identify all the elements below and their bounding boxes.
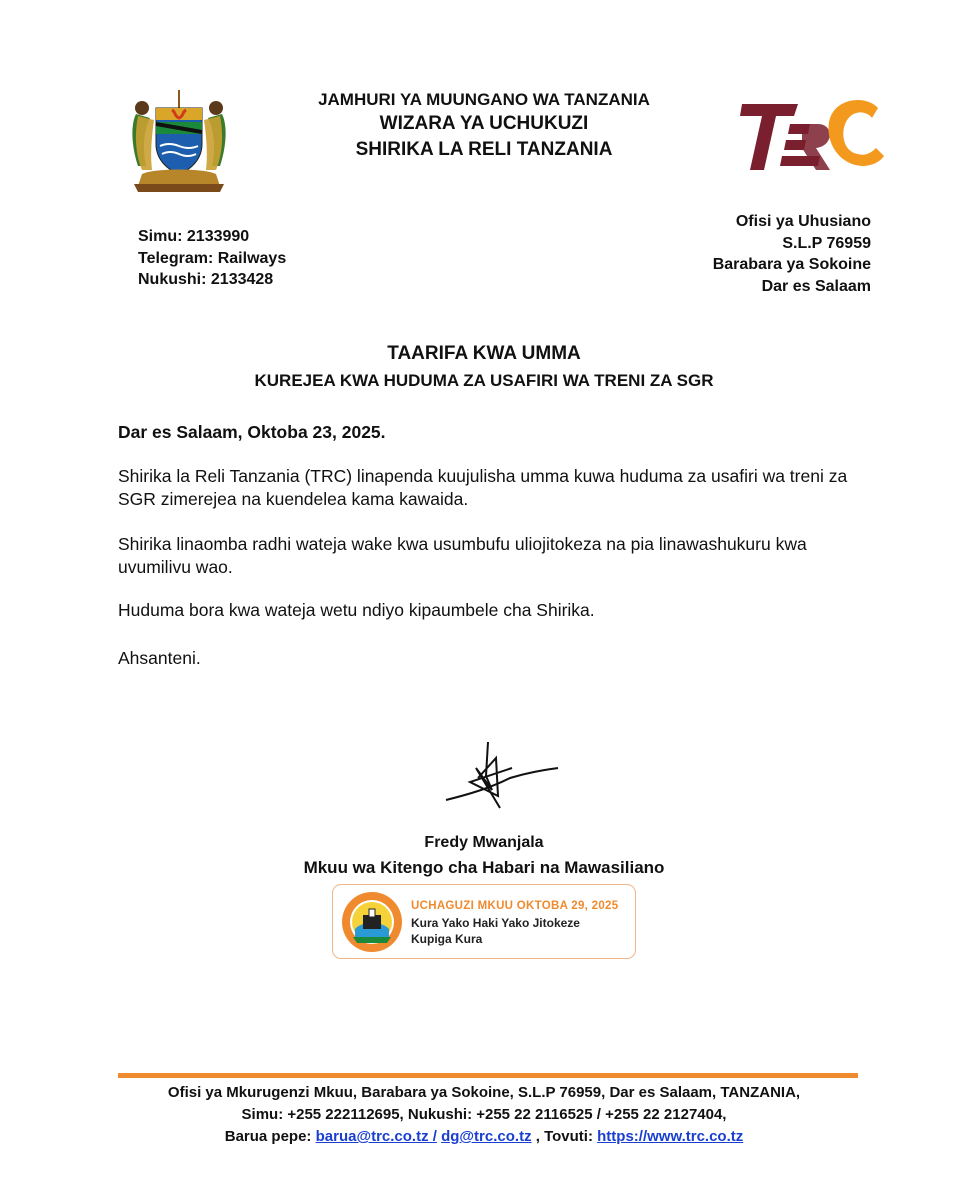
contact-telegram: Telegram: Railways (138, 249, 287, 267)
notice-closing: Ahsanteni. (118, 648, 201, 668)
notice-paragraph: Shirika la Reli Tanzania (TRC) linapenda kuujulisha umma kuwa huduma za usafiri wa treni za SGR zimerejea na kuendelea kama kawaida. (118, 466, 848, 509)
notice-date: Dar es Salaam, Oktoba 23, 2025. (118, 422, 386, 442)
footer-address: Ofisi ya Mkurugenzi Mkuu, Barabara ya Sokoine, S.L.P 76959, Dar es Salaam, TANZANIA, (167, 1084, 801, 1101)
website-link[interactable]: https://www.trc.co.tz (597, 1128, 744, 1145)
banner-title: UCHAGUZI MKUU OKTOBA 29, 2025 (411, 900, 619, 912)
contact-phone: Simu: 2133990 (138, 228, 250, 245)
election-commission-seal-icon (341, 891, 403, 953)
footer-web-label: , Tovuti: (535, 1128, 593, 1145)
footer-email-label: Barua pepe: (224, 1128, 312, 1145)
header-organization: SHIRIKA LA RELI TANZANIA (355, 139, 613, 160)
notice-title: TAARIFA KWA UMMA (387, 343, 581, 364)
header-ministry: WIZARA YA UCHUKUZI (379, 113, 589, 134)
address-po-box: S.L.P 76959 (782, 234, 871, 252)
address-city: Dar es Salaam (761, 277, 871, 295)
email-link-dg[interactable]: dg@trc.co.tz (441, 1128, 532, 1145)
signatory-name: Fredy Mwanjala (424, 834, 544, 851)
notice-subtitle: KUREJEA KWA HUDUMA ZA USAFIRI WA TRENI ZA SGR (254, 371, 714, 390)
contact-block (138, 226, 286, 291)
signature-image (440, 738, 565, 810)
address-block (713, 211, 871, 297)
email-link-barua[interactable]: barua@trc.co.tz / (315, 1128, 437, 1145)
notice-paragraph: Huduma bora kwa wateja wetu ndiyo kipaumbele cha Shirika. (118, 600, 595, 620)
contact-fax: Nukushi: 2133428 (138, 271, 274, 288)
footer-contacts (0, 1126, 968, 1148)
trc-logo-text: TRC (738, 90, 741, 91)
notice-paragraph: Shirika linaomba radhi wateja wake kwa usumbufu uliojitokeza na pia linawashukuru kwa uvumilivu wao. (118, 534, 807, 577)
banner-slogan-2: Kupiga Kura (411, 932, 483, 946)
footer-divider (118, 1073, 858, 1078)
address-street: Barabara ya Sokoine (712, 256, 871, 273)
address-office: Ofisi ya Uhusiano (735, 213, 871, 230)
election-banner (332, 884, 636, 959)
header-republic: JAMHURI YA MUUNGANO WA TANZANIA (318, 90, 650, 109)
signatory-role: Mkuu wa Kitengo cha Habari na Mawasiliano (303, 858, 665, 877)
banner-slogan: Kura Yako Haki Yako Jitokeze (411, 916, 580, 930)
footer-phones: Simu: +255 222112695, Nukushi: +255 22 2116525 / +255 22 2127404, (241, 1106, 727, 1123)
